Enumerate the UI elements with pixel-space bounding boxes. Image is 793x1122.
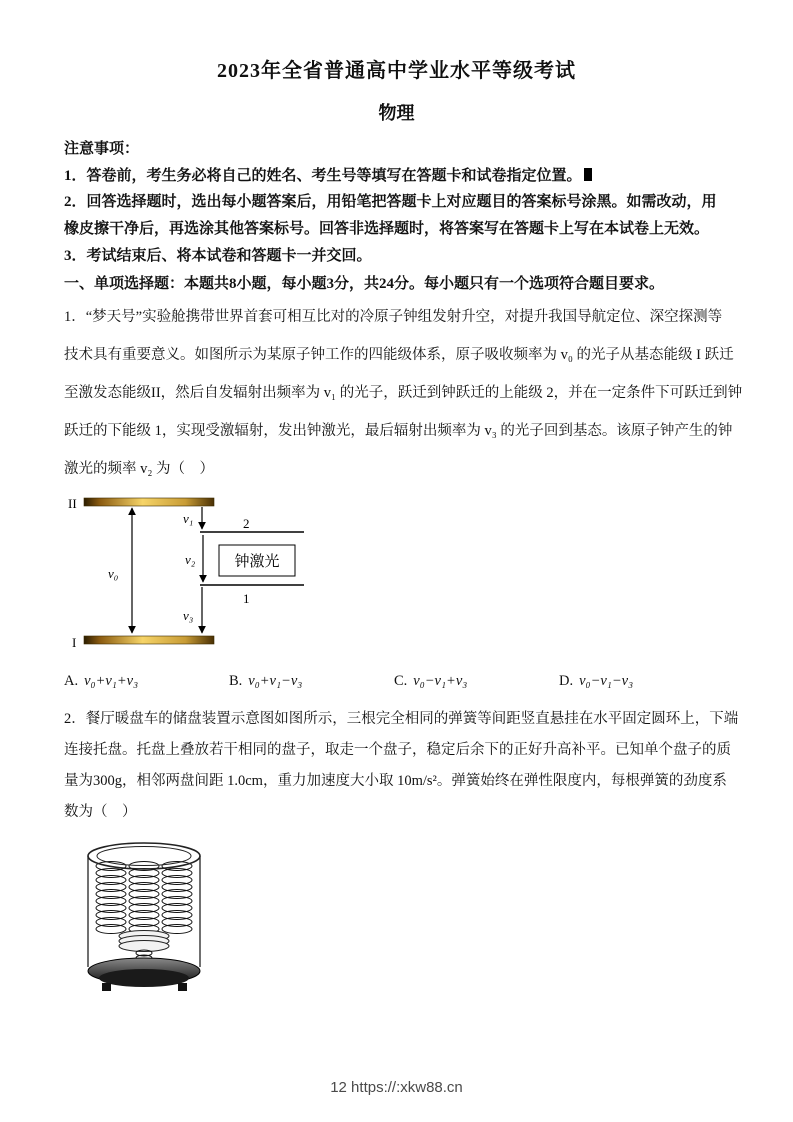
q2-line-4: 数为（ ）	[64, 803, 137, 820]
spring-device-diagram	[78, 836, 213, 994]
option-a-math: v₀+v₁+v₃	[84, 672, 139, 689]
energy-bar-top	[84, 498, 214, 506]
spring-left	[96, 861, 126, 933]
option-c	[394, 673, 559, 690]
foot-right	[178, 983, 187, 991]
q2-line-3: 量为300g，相邻两盘间距 1.0cm，重力加速度大小取 10m/s²。弹簧始终在弹性限度内，每根弹簧的劲度系	[64, 772, 727, 789]
notice-item-3: 3．考试结束后、将本试卷和答题卡一并交回。	[64, 247, 372, 264]
level-1-label: 1	[243, 590, 250, 606]
foot-left	[102, 983, 111, 991]
question-1	[64, 298, 743, 690]
energy-bar-bottom	[84, 636, 214, 644]
q1-line-2: 技术具有重要意义。如图所示为某原子钟工作的四能级体系，原子吸收频率为 v₀ 的光子从基态能级 I 跃迁	[64, 346, 734, 363]
q2-line-1: 2．餐厅暖盘车的储盘装置示意图如图所示，三根完全相同的弹簧等间距竖直悬挂在水平固定圆环上，下端	[64, 710, 739, 727]
section-heading: 一、单项选择题：本题共8小题，每小题3分，共24分。每小题只有一个选项符合题目要求。	[64, 276, 665, 293]
option-a-label: A.	[64, 672, 79, 689]
option-d	[559, 673, 724, 690]
page-footer: 12 https://:xkw88.cn	[330, 1079, 463, 1096]
option-b-math: v₀+v₁−v₃	[248, 672, 303, 689]
notice-item-2: 2．回答选择题时，选出每小题答案后，用铅笔把答题卡上对应题目的答案标号涂黑。如需改动，用橡皮擦干净后，再选涂其他答案标号。回答非选择题时，将答案写在答题卡上写在本试卷上无效。	[64, 194, 717, 237]
option-b-label: B.	[229, 672, 243, 689]
level-2-label: 2	[243, 515, 250, 531]
spring-center	[129, 861, 159, 933]
q1-line-1: 1．“梦天号”实验舱携带世界首套可相互比对的冷原子钟组发射升空，对提升我国导航定位、深空探测等	[64, 308, 723, 325]
top-ring-inner	[97, 846, 191, 865]
v3-label: v₃	[183, 607, 194, 623]
notice-item-1-text: 1．答卷前，考生务必将自己的姓名、考生号等填写在答题卡和试卷指定位置。	[64, 167, 582, 184]
level-II-label: II	[68, 495, 77, 511]
q2-spring-device-figure	[78, 836, 729, 999]
v1-label: v₁	[183, 510, 194, 526]
subject-title: 物理	[378, 103, 415, 123]
plate-stack	[119, 930, 169, 951]
laser-label: 钟激光	[234, 553, 280, 570]
level-I-label: I	[72, 634, 77, 650]
q2-line-2: 连接托盘。托盘上叠放若干相同的盘子，取走一个盘子，稳定后余下的正好升高补平。已知单个盘子的质	[64, 741, 731, 758]
v0-label: v₀	[108, 565, 119, 581]
option-b	[229, 673, 394, 690]
option-d-label: D.	[559, 672, 574, 689]
option-d-math: v₀−v₁−v₃	[579, 672, 634, 689]
option-a	[64, 673, 229, 690]
v2-label: v₂	[185, 551, 196, 567]
q1-options	[64, 673, 729, 690]
q1-line-5: 激光的频率 v₂ 为（ ）	[64, 460, 215, 477]
black-mark-artifact	[584, 168, 592, 181]
option-c-math: v₀−v₁+v₃	[413, 672, 468, 689]
notice-item-1	[64, 163, 729, 190]
q1-line-3: 至激发态能级II，然后自发辐射出频率为 v₁ 的光子，跃迁到钟跃迁的上能级 2，并在一定条件下可跃迁到钟	[64, 384, 743, 401]
spring-right	[162, 861, 192, 933]
option-c-label: C.	[394, 672, 408, 689]
exam-title: 2023年全省普通高中学业水平等级考试	[217, 60, 576, 82]
energy-level-diagram	[66, 492, 326, 660]
question-2	[64, 704, 739, 999]
notice-heading: 注意事项：	[64, 141, 140, 157]
base-plate	[99, 969, 189, 987]
q1-energy-level-figure	[66, 492, 729, 665]
q1-line-4: 跃迁的下能级 1，实现受激辐射，发出钟激光，最后辐射出频率为 v₃ 的光子回到基态。该原子钟产生的钟	[64, 422, 733, 439]
